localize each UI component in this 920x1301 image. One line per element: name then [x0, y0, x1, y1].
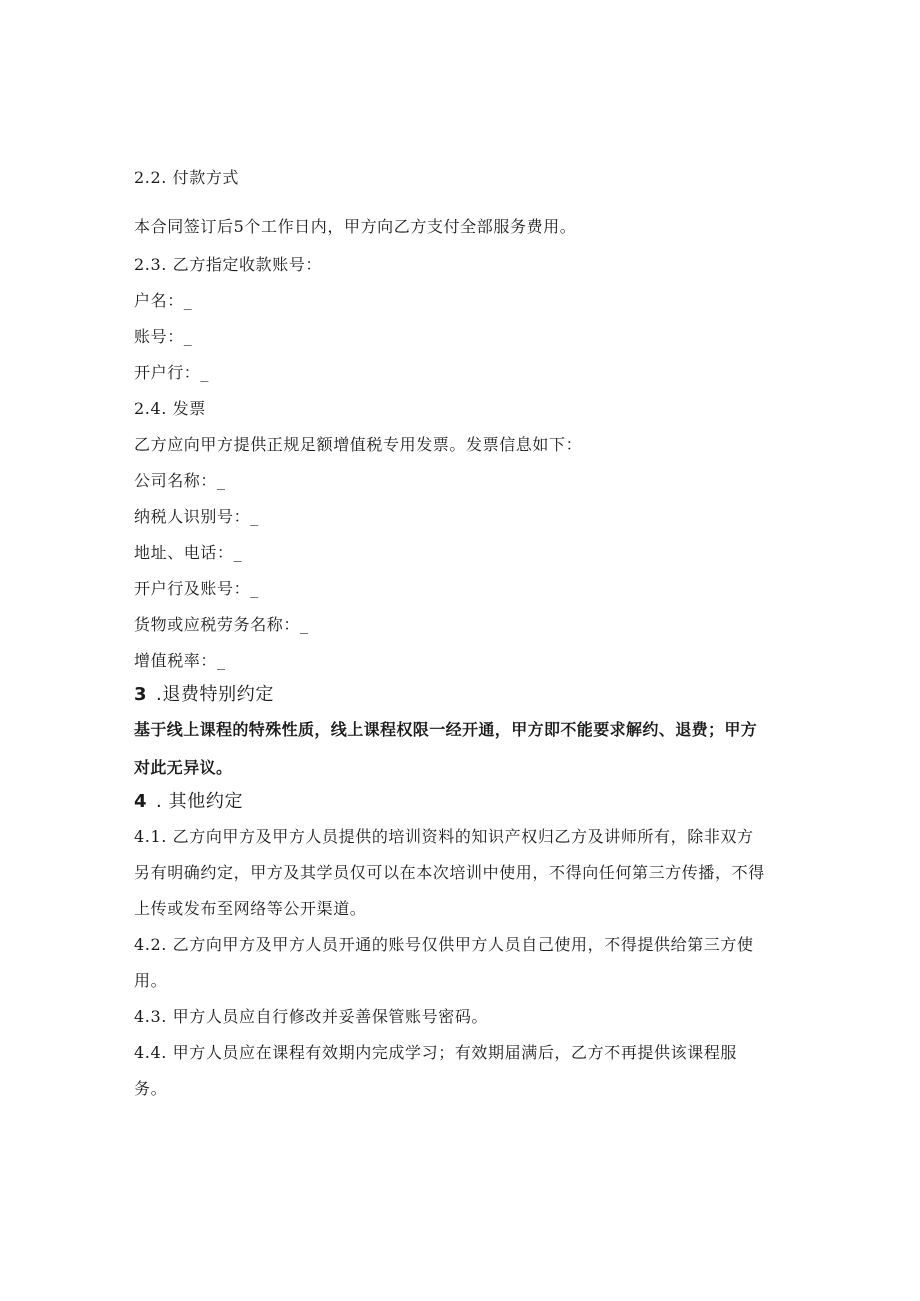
account-name-field: 户名：_ — [134, 291, 193, 310]
address-phone-field: 地址、电话：_ — [134, 543, 243, 562]
section-4-title: . 其他约定 — [156, 791, 244, 812]
section-3-heading — [134, 684, 274, 706]
refund-clause-line-1: 基于线上课程的特殊性质，线上课程权限一经开通，甲方即不能要求解约、退费；甲方 — [134, 720, 758, 739]
company-name-field: 公司名称：_ — [134, 471, 226, 490]
taxpayer-id-field: 纳税人识别号：_ — [134, 507, 259, 526]
account-number-field: 账号：_ — [134, 327, 193, 346]
vat-rate-field: 增值税率：_ — [134, 651, 226, 670]
clause-4-1-line-3: 上传或发布至网络等公开渠道。 — [134, 899, 367, 918]
invoice-intro-text: 乙方应向甲方提供正规足额增值税专用发票。发票信息如下： — [134, 435, 583, 454]
section-2-2-heading: 2.2. 付款方式 — [134, 168, 240, 187]
goods-service-name-field: 货物或应税劳务名称：_ — [134, 615, 309, 634]
clause-4-1-line-2: 另有明确约定，甲方及其学员仅可以在本次培训中使用，不得向任何第三方传播，不得 — [134, 863, 765, 882]
section-2-3-heading: 2.3. 乙方指定收款账号： — [134, 255, 323, 274]
clause-4-1-line-1: 4.1. 乙方向甲方及甲方人员提供的培训资料的知识产权归乙方及讲师所有，除非双方 — [134, 827, 754, 846]
bank-field: 开户行：_ — [134, 363, 210, 382]
clause-4-2-line-2: 用。 — [134, 971, 168, 990]
clause-4-2-line-1: 4.2. 乙方向甲方及甲方人员开通的账号仅供甲方人员自己使用，不得提供给第三方使 — [134, 935, 754, 954]
clause-4-3: 4.3. 甲方人员应自行修改并妥善保管账号密码。 — [134, 1007, 489, 1026]
section-4-heading — [134, 791, 243, 813]
section-4-number: 4 — [134, 791, 148, 812]
payment-terms-text: 本合同签订后5个工作日内，甲方向乙方支付全部服务费用。 — [134, 217, 577, 236]
section-3-title: .退费特别约定 — [156, 684, 274, 705]
refund-clause-line-2: 对此无异议。 — [134, 758, 233, 777]
clause-4-4-line-2: 务。 — [134, 1079, 168, 1098]
section-2-4-heading: 2.4. 发票 — [134, 399, 206, 418]
section-3-number: 3 — [134, 684, 148, 705]
bank-account-field: 开户行及账号：_ — [134, 579, 259, 598]
clause-4-4-line-1: 4.4. 甲方人员应在课程有效期内完成学习；有效期届满后，乙方不再提供该课程服 — [134, 1043, 738, 1062]
